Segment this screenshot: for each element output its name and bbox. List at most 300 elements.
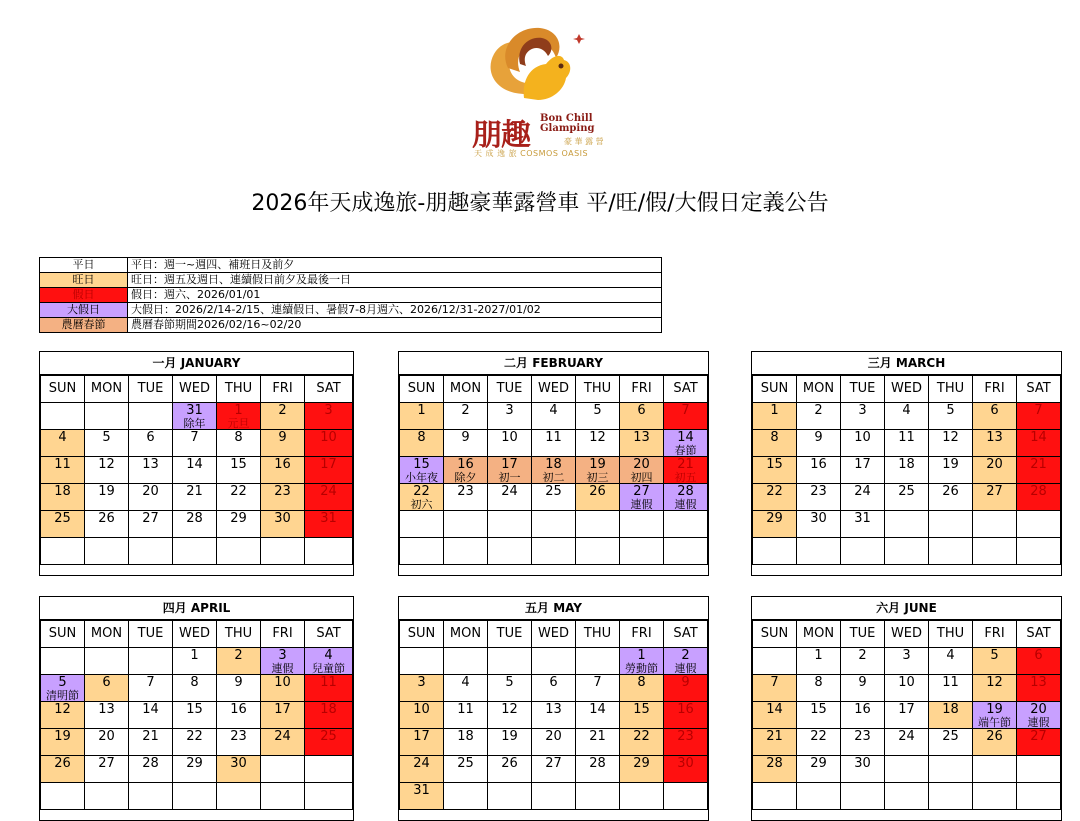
weekday-header: MON	[85, 376, 129, 403]
day-cell	[488, 729, 532, 756]
week-row	[400, 457, 708, 484]
empty-day-cell	[532, 511, 576, 538]
legend-key: 假日	[40, 288, 128, 303]
week-row	[753, 430, 1061, 457]
day-number: 20	[986, 457, 1003, 472]
day-number: 3	[858, 403, 867, 418]
day-number: 27	[545, 756, 562, 771]
day-cell	[841, 484, 885, 511]
logo-subtitle-1: 豪 華 露 營	[564, 137, 604, 146]
day-cell	[261, 403, 305, 430]
day-number: 11	[457, 702, 474, 717]
day-number: 3	[324, 403, 333, 418]
empty-day-cell	[400, 648, 444, 675]
day-number: 25	[457, 756, 474, 771]
day-number: 26	[98, 511, 115, 526]
legend-key: 農曆春節	[40, 318, 128, 333]
day-cell	[973, 430, 1017, 457]
day-cell	[41, 484, 85, 511]
weekday-header: WED	[885, 376, 929, 403]
month-calendar	[398, 351, 709, 576]
day-number: 2	[234, 648, 243, 663]
weekday-header-row	[753, 376, 1061, 403]
day-cell	[885, 457, 929, 484]
weekday-header: SUN	[753, 621, 797, 648]
day-cell	[261, 648, 305, 675]
day-number: 25	[320, 729, 337, 744]
day-cell	[217, 430, 261, 457]
day-number: 2	[681, 648, 690, 663]
weekday-header: TUE	[129, 621, 173, 648]
week-row	[400, 538, 708, 565]
day-number: 24	[898, 729, 915, 744]
weekday-header: WED	[173, 376, 217, 403]
day-number: 19	[54, 729, 71, 744]
empty-day-cell	[576, 511, 620, 538]
legend-row	[40, 273, 662, 288]
day-number: 25	[54, 511, 71, 526]
day-cell	[488, 457, 532, 484]
day-cell	[973, 484, 1017, 511]
day-cell	[620, 648, 664, 675]
day-cell	[85, 457, 129, 484]
day-number: 30	[677, 756, 694, 771]
day-number: 10	[320, 430, 337, 445]
weekday-header: SAT	[1017, 376, 1061, 403]
day-cell	[973, 675, 1017, 702]
day-cell	[753, 457, 797, 484]
weekday-header: SAT	[305, 621, 353, 648]
weekday-header: THU	[217, 621, 261, 648]
weekday-header: MON	[444, 376, 488, 403]
day-cell	[841, 729, 885, 756]
day-cell	[841, 648, 885, 675]
day-note: 連假	[630, 498, 653, 511]
day-cell	[753, 403, 797, 430]
day-cell	[129, 756, 173, 783]
month-title: 四月 APRIL	[40, 597, 353, 620]
empty-day-cell	[85, 403, 129, 430]
day-cell	[973, 403, 1017, 430]
day-cell	[841, 430, 885, 457]
weekday-header-row	[400, 376, 708, 403]
day-cell	[400, 430, 444, 457]
week-row	[400, 729, 708, 756]
day-cell	[797, 729, 841, 756]
day-number: 2	[461, 403, 470, 418]
day-cell	[885, 484, 929, 511]
day-cell	[664, 648, 708, 675]
day-number: 15	[186, 702, 203, 717]
day-cell	[444, 457, 488, 484]
day-cell	[1017, 430, 1061, 457]
day-cell	[305, 702, 353, 729]
day-number: 10	[854, 430, 871, 445]
day-cell	[1017, 729, 1061, 756]
day-number: 16	[274, 457, 291, 472]
day-number: 21	[1030, 457, 1047, 472]
month-footer	[399, 810, 708, 820]
empty-day-cell	[576, 783, 620, 810]
week-row	[41, 538, 353, 565]
day-number: 12	[54, 702, 71, 717]
day-number: 14	[766, 702, 783, 717]
day-cell	[400, 403, 444, 430]
day-note: 初四	[630, 471, 653, 484]
empty-day-cell	[488, 511, 532, 538]
day-number: 9	[234, 675, 243, 690]
day-number: 1	[234, 403, 243, 418]
day-number: 20	[633, 457, 650, 472]
day-cell	[753, 511, 797, 538]
day-number: 14	[186, 457, 203, 472]
day-cell	[620, 729, 664, 756]
weekday-header-row	[400, 621, 708, 648]
day-cell	[400, 702, 444, 729]
empty-day-cell	[620, 511, 664, 538]
day-number: 2	[858, 648, 867, 663]
empty-day-cell	[664, 783, 708, 810]
day-number: 23	[274, 484, 291, 499]
day-note: 清明節	[46, 689, 79, 702]
empty-day-cell	[532, 538, 576, 565]
day-cell	[41, 702, 85, 729]
day-cell	[444, 756, 488, 783]
empty-day-cell	[885, 511, 929, 538]
empty-day-cell	[973, 756, 1017, 783]
weekday-header: MON	[797, 376, 841, 403]
day-number: 27	[142, 511, 159, 526]
day-cell	[261, 729, 305, 756]
day-number: 22	[766, 484, 783, 499]
day-cell	[929, 484, 973, 511]
day-cell	[841, 675, 885, 702]
empty-day-cell	[576, 538, 620, 565]
day-cell	[305, 403, 353, 430]
day-cell	[753, 675, 797, 702]
day-cell	[173, 756, 217, 783]
week-row	[400, 702, 708, 729]
weekday-header: SAT	[1017, 621, 1061, 648]
day-number: 10	[413, 702, 430, 717]
day-number: 15	[810, 702, 827, 717]
day-note: 初五	[674, 471, 697, 484]
day-cell	[217, 756, 261, 783]
empty-day-cell	[488, 538, 532, 565]
empty-day-cell	[444, 648, 488, 675]
day-cell	[129, 675, 173, 702]
day-cell	[85, 430, 129, 457]
day-note: 兒童節	[312, 662, 345, 675]
day-number: 30	[810, 511, 827, 526]
day-number: 8	[770, 430, 779, 445]
day-number: 17	[854, 457, 871, 472]
day-number: 21	[186, 484, 203, 499]
week-row	[753, 403, 1061, 430]
week-row	[41, 511, 353, 538]
logo-subtitle-2: 天 成 逸 旅 COSMOS OASIS	[474, 149, 589, 158]
day-cell	[841, 756, 885, 783]
day-cell	[620, 675, 664, 702]
day-cell	[400, 484, 444, 511]
day-cell	[488, 430, 532, 457]
day-number: 5	[593, 403, 602, 418]
legend-key: 旺日	[40, 273, 128, 288]
legend-row	[40, 258, 662, 273]
weekday-header: SUN	[41, 376, 85, 403]
day-number: 13	[986, 430, 1003, 445]
day-number: 5	[505, 675, 514, 690]
day-cell	[576, 403, 620, 430]
day-number: 23	[854, 729, 871, 744]
day-cell	[1017, 403, 1061, 430]
day-cell	[173, 484, 217, 511]
weekday-header: FRI	[973, 621, 1017, 648]
day-cell	[444, 484, 488, 511]
day-cell	[841, 511, 885, 538]
day-cell	[620, 430, 664, 457]
day-cell	[41, 457, 85, 484]
day-cell	[173, 430, 217, 457]
day-cell	[217, 648, 261, 675]
legend-table	[39, 257, 662, 333]
empty-day-cell	[85, 648, 129, 675]
month-calendar	[39, 351, 354, 576]
day-cell	[217, 457, 261, 484]
legend-description: 大假日：2026/2/14-2/15、連續假日、暑假7-8月週六、2026/12/31-2027/01/02	[128, 303, 662, 318]
day-number: 26	[589, 484, 606, 499]
day-number: 1	[190, 648, 199, 663]
day-number: 24	[854, 484, 871, 499]
day-note: 勞動節	[625, 662, 658, 675]
day-number: 11	[545, 430, 562, 445]
legend-row	[40, 318, 662, 333]
day-cell	[973, 729, 1017, 756]
day-number: 23	[230, 729, 247, 744]
day-number: 8	[637, 675, 646, 690]
day-note: 春節	[674, 444, 697, 457]
day-number: 20	[142, 484, 159, 499]
empty-day-cell	[885, 756, 929, 783]
day-cell	[929, 675, 973, 702]
day-cell	[1017, 484, 1061, 511]
weekday-header: SAT	[664, 621, 708, 648]
day-cell	[305, 648, 353, 675]
day-cell	[444, 403, 488, 430]
day-number: 11	[54, 457, 71, 472]
day-number: 7	[681, 403, 690, 418]
day-cell	[261, 484, 305, 511]
day-number: 17	[413, 729, 430, 744]
weekday-header: FRI	[261, 376, 305, 403]
day-cell	[885, 702, 929, 729]
day-number: 12	[98, 457, 115, 472]
week-row	[400, 403, 708, 430]
day-cell	[576, 484, 620, 511]
day-cell	[753, 729, 797, 756]
empty-day-cell	[532, 648, 576, 675]
day-number: 6	[549, 675, 558, 690]
day-number: 17	[501, 457, 518, 472]
day-cell	[85, 756, 129, 783]
week-row	[400, 783, 708, 810]
day-cell	[797, 648, 841, 675]
day-cell	[261, 430, 305, 457]
squirrel-logo-icon	[468, 20, 618, 110]
day-cell	[173, 648, 217, 675]
day-cell	[532, 702, 576, 729]
week-row	[41, 729, 353, 756]
day-number: 14	[142, 702, 159, 717]
day-number: 26	[54, 756, 71, 771]
empty-day-cell	[173, 783, 217, 810]
legend-key: 平日	[40, 258, 128, 273]
day-note: 初三	[586, 471, 609, 484]
weekday-header: THU	[929, 621, 973, 648]
day-number: 9	[278, 430, 287, 445]
day-note: 連假	[674, 662, 697, 675]
day-cell	[1017, 648, 1061, 675]
weekday-header-row	[753, 621, 1061, 648]
day-cell	[488, 484, 532, 511]
day-cell	[797, 675, 841, 702]
day-cell	[217, 702, 261, 729]
day-number: 13	[142, 457, 159, 472]
day-number: 16	[854, 702, 871, 717]
day-cell	[173, 403, 217, 430]
day-number: 16	[677, 702, 694, 717]
week-row	[753, 648, 1061, 675]
week-row	[753, 675, 1061, 702]
empty-day-cell	[444, 511, 488, 538]
day-cell	[620, 702, 664, 729]
day-number: 12	[589, 430, 606, 445]
empty-day-cell	[973, 511, 1017, 538]
day-number: 28	[142, 756, 159, 771]
day-number: 9	[814, 430, 823, 445]
day-cell	[929, 403, 973, 430]
day-cell	[41, 729, 85, 756]
empty-day-cell	[444, 538, 488, 565]
weekday-header: MON	[444, 621, 488, 648]
day-number: 27	[1030, 729, 1047, 744]
day-number: 26	[986, 729, 1003, 744]
day-cell	[797, 430, 841, 457]
weekday-header: SAT	[664, 376, 708, 403]
day-cell	[973, 702, 1017, 729]
day-number: 24	[320, 484, 337, 499]
weekday-header: WED	[532, 621, 576, 648]
day-cell	[85, 675, 129, 702]
empty-day-cell	[444, 783, 488, 810]
day-cell	[532, 484, 576, 511]
day-cell	[973, 457, 1017, 484]
day-cell	[305, 430, 353, 457]
week-row	[400, 484, 708, 511]
day-number: 22	[633, 729, 650, 744]
day-number: 4	[946, 648, 955, 663]
day-cell	[173, 457, 217, 484]
week-row	[41, 484, 353, 511]
day-number: 18	[942, 702, 959, 717]
weekday-header: SUN	[400, 621, 444, 648]
empty-day-cell	[1017, 756, 1061, 783]
month-footer	[752, 810, 1061, 820]
empty-day-cell	[488, 648, 532, 675]
day-cell	[444, 702, 488, 729]
day-number: 21	[677, 457, 694, 472]
day-number: 1	[770, 403, 779, 418]
month-calendar	[398, 596, 709, 821]
day-cell	[400, 675, 444, 702]
day-cell	[885, 648, 929, 675]
day-cell	[576, 675, 620, 702]
weekday-header: FRI	[973, 376, 1017, 403]
week-row	[753, 457, 1061, 484]
day-number: 12	[986, 675, 1003, 690]
empty-day-cell	[620, 783, 664, 810]
day-number: 31	[186, 403, 203, 418]
day-number: 19	[589, 457, 606, 472]
empty-day-cell	[261, 538, 305, 565]
day-cell	[444, 675, 488, 702]
month-title: 六月 JUNE	[752, 597, 1061, 620]
day-cell	[797, 403, 841, 430]
day-number: 4	[549, 403, 558, 418]
day-number: 6	[102, 675, 111, 690]
month-calendar	[751, 351, 1062, 576]
empty-day-cell	[305, 783, 353, 810]
day-number: 29	[633, 756, 650, 771]
day-number: 5	[102, 430, 111, 445]
day-cell	[173, 729, 217, 756]
day-cell	[841, 403, 885, 430]
day-cell	[929, 729, 973, 756]
day-cell	[1017, 675, 1061, 702]
day-number: 22	[413, 484, 430, 499]
day-number: 19	[98, 484, 115, 499]
day-cell	[85, 729, 129, 756]
day-cell	[664, 484, 708, 511]
day-number: 24	[501, 484, 518, 499]
day-number: 13	[633, 430, 650, 445]
day-cell	[85, 702, 129, 729]
day-note: 端午節	[978, 716, 1011, 729]
day-cell	[664, 702, 708, 729]
day-cell	[261, 511, 305, 538]
empty-day-cell	[664, 511, 708, 538]
day-cell	[400, 756, 444, 783]
day-cell	[400, 729, 444, 756]
week-row	[400, 430, 708, 457]
day-cell	[41, 430, 85, 457]
empty-day-cell	[41, 538, 85, 565]
day-number: 3	[505, 403, 514, 418]
empty-day-cell	[885, 538, 929, 565]
empty-day-cell	[400, 538, 444, 565]
day-cell	[41, 756, 85, 783]
day-number: 27	[633, 484, 650, 499]
day-cell	[973, 648, 1017, 675]
day-number: 10	[274, 675, 291, 690]
empty-day-cell	[753, 783, 797, 810]
day-number: 4	[902, 403, 911, 418]
day-cell	[261, 457, 305, 484]
day-number: 6	[990, 403, 999, 418]
day-cell	[532, 756, 576, 783]
day-number: 4	[324, 648, 333, 663]
week-row	[41, 702, 353, 729]
